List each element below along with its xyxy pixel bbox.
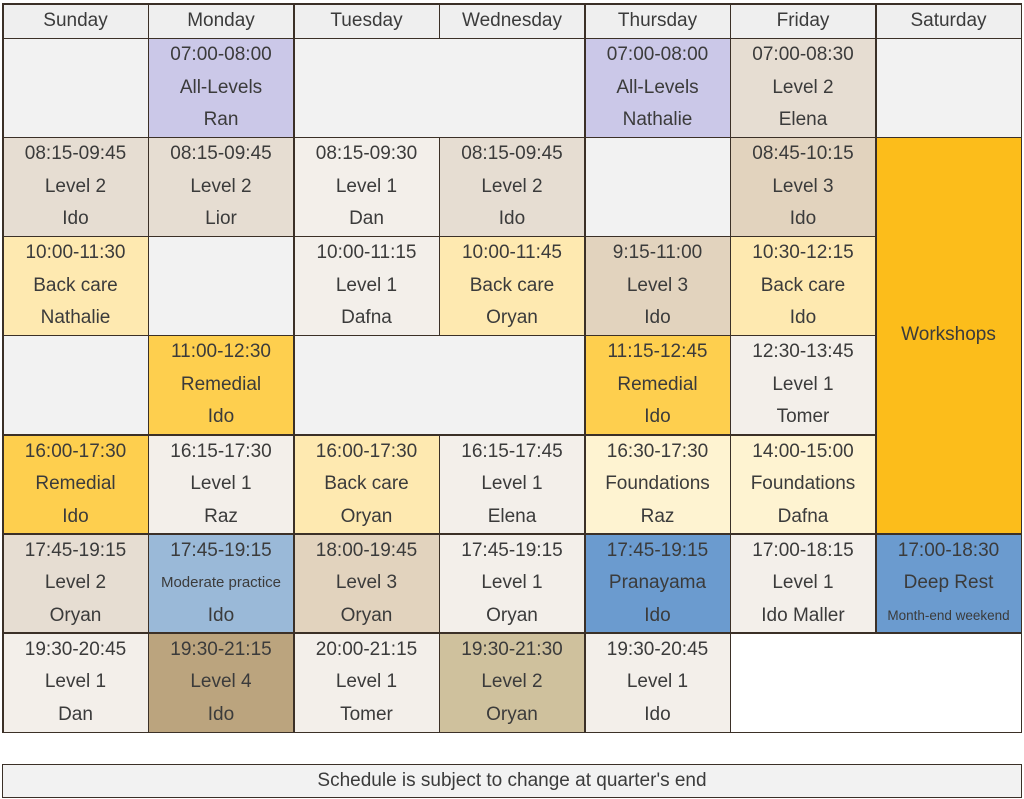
class-cell bbox=[149, 436, 293, 534]
class-cell bbox=[731, 535, 875, 633]
class-name: Level 1 bbox=[190, 473, 252, 495]
class-time: 9:15-11:00 bbox=[612, 242, 703, 264]
class-name: All-Levels bbox=[179, 76, 263, 98]
class-name: Level 3 bbox=[626, 274, 689, 296]
class-time: 19:30-20:45 bbox=[606, 638, 709, 660]
class-instructor: Ido bbox=[644, 703, 671, 725]
class-name: Level 1 bbox=[335, 274, 398, 296]
class-time: 08:45-10:15 bbox=[752, 143, 854, 165]
class-time: 19:30-21:15 bbox=[170, 638, 272, 660]
class-time: 07:00-08:00 bbox=[606, 44, 709, 66]
class-name: Level 1 bbox=[772, 373, 834, 395]
class-instructor: Elena bbox=[778, 109, 828, 131]
empty-slot bbox=[4, 336, 148, 434]
class-time: 12:30-13:45 bbox=[752, 341, 854, 363]
class-instructor: Elena bbox=[487, 505, 537, 527]
class-name: Level 2 bbox=[481, 175, 543, 197]
class-time: 10:30-12:15 bbox=[752, 242, 854, 264]
class-instructor: Oryan bbox=[340, 505, 393, 527]
weekly-schedule-table bbox=[2, 3, 1022, 733]
class-instructor: Raz bbox=[204, 505, 238, 527]
class-cell bbox=[586, 39, 730, 137]
class-instructor: Dafna bbox=[341, 307, 392, 329]
class-time: 08:15-09:30 bbox=[315, 143, 418, 165]
class-cell bbox=[586, 237, 730, 335]
class-cell bbox=[4, 634, 148, 732]
class-name: Back care bbox=[760, 274, 846, 296]
day-header-friday: Friday bbox=[731, 5, 875, 38]
class-time: 19:30-21:30 bbox=[461, 638, 563, 660]
class-time: 14:00-15:00 bbox=[752, 440, 854, 462]
class-cell bbox=[4, 138, 148, 236]
empty-slot bbox=[149, 237, 293, 335]
class-time: 10:00-11:45 bbox=[461, 242, 562, 264]
class-instructor: Ido bbox=[207, 406, 235, 428]
class-time: 08:15-09:45 bbox=[24, 143, 127, 165]
class-time: 07:00-08:30 bbox=[752, 44, 854, 66]
class-cell bbox=[731, 436, 875, 534]
class-cell bbox=[440, 436, 584, 534]
class-instructor: Ido bbox=[62, 505, 89, 527]
class-cell bbox=[4, 237, 148, 335]
class-instructor: Raz bbox=[640, 505, 675, 527]
class-instructor: Nathalie bbox=[40, 307, 111, 329]
empty-slot bbox=[731, 634, 1021, 732]
class-name: Level 2 bbox=[772, 76, 834, 98]
class-name: Moderate practice bbox=[160, 574, 282, 592]
class-name: Back care bbox=[33, 274, 118, 296]
class-time: 19:30-20:45 bbox=[24, 638, 127, 660]
class-name: All-Levels bbox=[616, 76, 699, 98]
class-name: Level 2 bbox=[44, 572, 107, 594]
class-time: 11:15-12:45 bbox=[607, 341, 708, 363]
class-cell bbox=[586, 634, 730, 732]
class-cell bbox=[440, 634, 584, 732]
class-instructor: Ido bbox=[789, 307, 817, 329]
class-instructor: Ran bbox=[203, 109, 239, 131]
class-cell bbox=[295, 436, 439, 534]
class-cell bbox=[149, 39, 293, 137]
class-instructor: Oryan bbox=[486, 604, 538, 626]
class-name: Back care bbox=[324, 473, 409, 495]
class-name: Level 1 bbox=[481, 473, 543, 495]
class-instructor: Dafna bbox=[777, 505, 829, 527]
class-time: 16:15-17:30 bbox=[170, 440, 272, 462]
class-time: 10:00-11:15 bbox=[316, 242, 417, 264]
class-cell bbox=[731, 138, 875, 236]
day-header-monday: Monday bbox=[149, 5, 293, 38]
day-header-wednesday: Wednesday bbox=[440, 5, 584, 38]
class-time: 07:00-08:00 bbox=[170, 44, 272, 66]
class-cell bbox=[586, 535, 730, 633]
class-cell bbox=[149, 634, 293, 732]
class-instructor: Ido bbox=[644, 604, 671, 626]
class-cell bbox=[586, 436, 730, 534]
class-name: Level 1 bbox=[335, 175, 398, 197]
class-name: Level 1 bbox=[772, 572, 834, 594]
class-name: Back care bbox=[469, 274, 555, 296]
class-instructor: Ido bbox=[789, 208, 817, 230]
class-instructor: Ido bbox=[62, 208, 89, 230]
workshops-label: Workshops bbox=[901, 324, 996, 346]
class-instructor: Tomer bbox=[776, 406, 830, 428]
empty-slot bbox=[877, 39, 1021, 137]
class-cell bbox=[440, 535, 584, 633]
class-cell bbox=[586, 336, 730, 434]
class-time: 08:15-09:45 bbox=[170, 143, 272, 165]
class-name: Deep Rest bbox=[903, 572, 994, 594]
class-name: Level 2 bbox=[481, 671, 543, 693]
class-instructor: Lior bbox=[205, 208, 237, 230]
class-name: Level 3 bbox=[335, 572, 398, 594]
class-time: 11:00-12:30 bbox=[170, 341, 271, 363]
class-instructor: Ido bbox=[644, 406, 671, 428]
class-time: 16:30-17:30 bbox=[606, 440, 709, 462]
class-name: Remedial bbox=[35, 473, 116, 495]
class-cell bbox=[731, 39, 875, 137]
class-name: Level 4 bbox=[190, 671, 252, 693]
class-instructor: Ido bbox=[207, 604, 235, 626]
class-time: 17:45-19:15 bbox=[24, 539, 127, 561]
day-header-tuesday: Tuesday bbox=[295, 5, 439, 38]
class-cell bbox=[295, 535, 439, 633]
class-name: Level 2 bbox=[44, 175, 107, 197]
class-cell bbox=[440, 237, 584, 335]
day-header-saturday: Saturday bbox=[877, 5, 1021, 38]
class-instructor: Oryan bbox=[486, 703, 538, 725]
class-name: Level 1 bbox=[626, 671, 689, 693]
class-name: Foundations bbox=[750, 473, 856, 495]
class-time: 16:00-17:30 bbox=[315, 440, 418, 462]
class-instructor: Ido bbox=[207, 703, 235, 725]
schedule-footer-note: Schedule is subject to change at quarter's end bbox=[2, 764, 1022, 798]
class-instructor: Tomer bbox=[340, 703, 393, 725]
workshops-cell bbox=[877, 138, 1021, 533]
class-name: Remedial bbox=[180, 373, 262, 395]
empty-slot bbox=[586, 138, 730, 236]
empty-slot bbox=[295, 336, 585, 434]
class-cell bbox=[295, 237, 439, 335]
class-time: 17:00-18:30 bbox=[897, 539, 1000, 561]
class-name: Level 2 bbox=[190, 175, 252, 197]
class-time: 16:15-17:45 bbox=[461, 440, 563, 462]
class-name: Level 1 bbox=[481, 572, 543, 594]
class-note: Month-end weekend bbox=[887, 607, 1010, 623]
class-time: 17:45-19:15 bbox=[170, 539, 272, 561]
class-cell bbox=[877, 535, 1021, 633]
class-name: Level 3 bbox=[772, 175, 834, 197]
class-cell bbox=[731, 336, 875, 434]
class-name: Level 1 bbox=[44, 671, 107, 693]
class-time: 18:00-19:45 bbox=[315, 539, 418, 561]
class-time: 17:00-18:15 bbox=[752, 539, 854, 561]
day-header-thursday: Thursday bbox=[586, 5, 730, 38]
class-cell bbox=[4, 436, 148, 534]
empty-slot bbox=[295, 39, 585, 137]
class-name: Foundations bbox=[605, 473, 710, 495]
class-cell bbox=[149, 336, 293, 434]
class-time: 10:00-11:30 bbox=[25, 242, 126, 264]
class-cell bbox=[731, 237, 875, 335]
class-instructor: Dan bbox=[349, 208, 384, 230]
class-time: 20:00-21:15 bbox=[315, 638, 418, 660]
class-name: Pranayama bbox=[608, 572, 707, 594]
class-cell bbox=[4, 535, 148, 633]
class-cell bbox=[295, 138, 439, 236]
empty-slot bbox=[4, 39, 148, 137]
class-name: Remedial bbox=[617, 373, 698, 395]
class-instructor: Oryan bbox=[49, 604, 102, 626]
class-instructor: Nathalie bbox=[622, 109, 693, 131]
class-instructor: Dan bbox=[58, 703, 93, 725]
class-instructor: Ido Maller bbox=[761, 604, 845, 626]
class-cell bbox=[149, 138, 293, 236]
class-time: 17:45-19:15 bbox=[606, 539, 709, 561]
class-cell bbox=[440, 138, 584, 236]
class-cell bbox=[295, 634, 439, 732]
class-time: 16:00-17:30 bbox=[24, 440, 127, 462]
class-time: 08:15-09:45 bbox=[461, 143, 563, 165]
class-instructor: Oryan bbox=[486, 307, 538, 329]
class-instructor: Ido bbox=[644, 307, 671, 329]
class-instructor: Ido bbox=[498, 208, 526, 230]
class-cell bbox=[149, 535, 293, 633]
day-header-sunday: Sunday bbox=[4, 5, 148, 38]
class-time: 17:45-19:15 bbox=[461, 539, 563, 561]
class-instructor: Oryan bbox=[340, 604, 393, 626]
class-name: Level 1 bbox=[335, 671, 398, 693]
